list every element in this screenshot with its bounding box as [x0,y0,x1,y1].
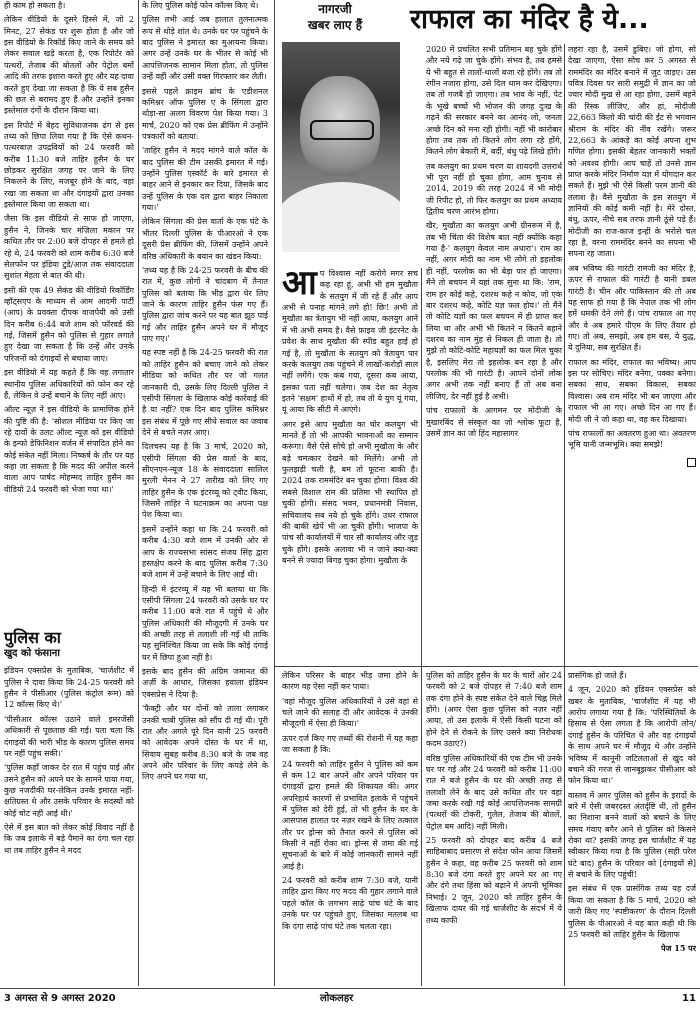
column-5-top [568,44,696,654]
headline: राफाल का मंदिर है ये... [410,4,649,35]
paragraph: के लिए पुलिस कोई फोन कॉल्स किए थे। [142,1,259,10]
paragraph: हिन्दी में इंटरव्यू में यह भी बताया था कि एसीपी सिंगला 24 फरवरी को उसके घर पर करीब 11:00 बजे रात में पहुंचे थे और पुलिस अधिकारी की मौजूदगी में उनके घर की अच्छी तरह से तलाशी ली गई थी ताकि यह सुनिश्चित किया जा सके कि कोई दंगाई घर में छिपा हुआ नहीं है। [142,584,268,662]
paragraph: ऊपर दर्ज किए गए तथ्यों की रोशनी में यह कहा जा सकता है कि: [282,733,418,755]
paragraph: खैर, मुखौता का कलयुग अभी ग्रीनरूम में है, तब भी चिंता की विशेष बात नहीं क्योंकि कहा गया है-' कलयुग केवल नाम अधारा'। राम का नहीं, अगर मोदी का नाम भी लोगे तो इहलोक ही नहीं, परलोक का भी बेड़ा पार हो जाएगा। मैंने तो बचपन में यहां तक सुना था कि: 'राम, राम हर कोई कहे, दशरथ कहे न कोय, जो एक बार दशरथ कहे, कोटि यज्ञ फल होय।' तो मैंने तो कोटि यज्ञों का फल बचपन में ही प्राप्त कर लिया था और अभी भी कितने न कितने बहाने दशरथ का नाम मुंह से निकल ही जाता है। तो मुझे तो कोटि-कोटि महायज्ञों का फल मिल चुका है, इसलिए मेरा तो इहलोक बन रहा है और परलोक की भी गारंटी है। आपने दोनों लोक अगर अभी तक नहीं बनाए हैं तो अब बना लीजिए, देर नहीं हुई है अभी। [426,221,562,401]
column-3-top [282,268,418,663]
paragraph: लेकिन सिंगला की प्रेस वार्ता के एक घंटे के भीतर दिल्ली पुलिस के पीआरओ ने एक दूसरी प्रेस ब्रीफिंग की, जिसमें उन्होंने अपने वरिष्ठ अधिकारी के बयान का खंडन किया: [142,217,268,261]
paragraph: इस वीडियो में यह कहते हैं कि वह लगातार स्थानीय पुलिस अधिकारियों को फोन कर रहे हैं, लेकिन वे उन्हें बचाने के लिए नहीं आए। [4,368,134,400]
footer-rule [0,988,700,989]
column-4-bottom [426,670,562,986]
footer-date: 3 अगस्त से 9 अगस्त 2020 [4,993,116,1004]
paragraph: पुलिस को ताहिर हुसैन के घर के चारों ओर 24 फरवरी को 2 बजे दोपहर से 7:40 बजे शाम तक दंगा होने के स्पष्ट संकेत देने वाले चिह्न मिले होंगे। (अगर ऐसा कुछ पुलिस को नज़र नहीं आया, तो उस इलाके में ऐसी किसी घटना को होने देने से रोकने के लिए उसने क्या निरोधक कदम उठाए?) [426,671,562,749]
paragraph: प्रासंगिक हो जाते हैं। [568,671,627,680]
paragraph: वरिष्ठ पुलिस अधिकारियों की एक टीम भी उनके घर पर गई और 24 फरवरी को करीब 11:00 रात में बजे हुसैन के घर की अच्छी तरह से तलाशी लेने के बाद उसे कथित तौर पर वहां जमा करके रखी गई कोई आपत्तिजनक सामग्री (पत्थरों की टोकरी, गुलेल, तेजाब की बोतलें, पेट्रोल बम आदि) नहीं मिली। [426,753,562,831]
byline-line-2: खबर लाए हैं [307,17,363,32]
paragraph: अगर इसे आप मुखौता का घोर कलयुग भी मानते हैं तो भी आपकी भावनाओं का सम्मान करूंगा। वैसे ऐसे सोचे हो अभी मुखौता के और बड़े चमत्कार देखने को मिलेंगे। अभी तो फुलझड़ी चली है, बम तो फूटना बाकी है। 2024 तक राममंदिर बन चुका होगा। विश्व की सबसे विशाल राम की प्रतिमा भी स्थापित हो चुकी होगी। संसद भवन, प्रधानमंत्री निवास, सचिवालय सब नये हो चुके होंगे। उधर राफाल की बाकी खेपें भी आ चुकी होंगी। भाजपा के पांच सौ कार्यालयों में चार सौ कार्यालय और जुड़ चुके होंगे। इसके अलावा भी न जाने क्या-क्या बनने से ज्यादा बिगड़ चुका होगा। मुखौता के [282,419,418,565]
footer-publication: लोकलहर [320,993,354,1004]
paragraph: 'ताहिर हुसैन ने मदद मांगने वाले कॉल के बाद पुलिस की टीम उसकी इमारत में गई। उन्होंने पुलिस एस्कॉर्ट के बारे इमारत से बाहर आने से इनकार कर दिया, जिसके बाद उन्हें पुलिस के एक दल द्वारा बाहर निकाला गया।' [142,146,268,213]
dropcap: आ [282,268,317,303]
column-rule [274,0,275,986]
column-4-top [426,44,562,664]
byline-line-1: नागरजी [318,2,352,16]
paragraph: ऑल्ट न्यूज़ ने इस वीडियो के प्रामाणिक होने की पुष्टि की है: 'सोशल मीडिया पर किए जा रहे दावों के उलट ऑल्ट न्यूज़ को इस वीडियो के इन्फो डेफिनिशन वर्जन में संपादित होने का कोई संकेत नहीं मिला। निष्कर्ष के तौर पर यह कहा जा सकता है कि मदद की अपील करने वाला आप पार्षद मोहम्मद ताहिर हुसैन का वीडियो 24 फरवरी को भेजा गया था।' [4,405,134,494]
column-3-bottom [282,670,418,986]
paragraph: इसमें उन्होंने कहा था कि 24 फरवरी को करीब 4:30 बजे शाम में उनकी ओर से आप के राज्यसभा सांसद संजय सिंह द्वारा हस्तक्षेप करने के बाद पुलिस करीब 7:30 बजे शाम में उन्हें बचाने के लिए आई थी। [142,524,268,580]
end-box-icon [687,458,696,467]
paragraph: जैसा कि इस वीडियो से साफ हो जाएगा, हुसैन ने, जिनके चार मंज़िला मकान पर कथित तौर पर 2:00 बजे दोपहर से हमले हो रहे थे, 24 फरवरी को शाम करीब 6:30 बजे सेलफोन पर इंडिया टुडे/आज तक संवाददाता सुशांत मेहता से बात की थी। [4,214,134,281]
paragraph: इससे पहले क्राइम ब्रांच के एडीशनल कमिश्नर ऑफ पुलिस ए के सिंगला द्वारा थोड़ा-सा अलग विवरण पेश किया गया। 3 मार्च, 2020 को एक प्रेस ब्रीफिंग में उन्होंने पत्रकारों को बताया: [142,86,268,141]
paragraph: 'वहां मौजूद पुलिस अधिकारियों ने उसे वहां से चले जाने की सलाह दी और आवेदक ने उनकी मौजूदगी में ऐसा ही किया।' [282,696,418,729]
paragraph: लेकिन वीडियो के दूसरे हिस्से में, जो 2 मिनट, 27 सेकंड पर शुरू होता है और जो इस वीडियो के रिकॉर्ड किए जाने के समय को लेकर सवाल खड़े करता है, एक रिपोर्टर को पत्थरों, तेजाब की बोतलों और पेट्रोल बमों आदि की तरफ इशारा करते हुए और यह दावा करते हुए देखा जा सकता है कि ये सब हुसैन की छत से बरामद हुए हैं और उन्होंने इनका इस्तेमाल दंगों के दौरान किया था। [4,15,134,116]
paragraph: राफाल का मंदिर, राफाल का भविष्य। आप इस पर सोचिए। मंदिर बनेगा, पक्का बनेगा। सबका साथ, सबका विकास, सबका विश्वास। अब राम मंदिर भी बन जाएगा और राफाल भी आ गए। अच्छे दिन आ गए हैं। मोदी जी ने जो कहा था, वह कर दिखाया। [568,357,696,424]
paragraph: लहरा रहा है, उसमें डुबिए। जो होगा, सो देखा जाएगा, ऐसा सोच कर 5 अगस्त से राममंदिर का मंदिर बनाने में जुट जाइए। उस पवित्र दिवस पर सारी समुद्री में ज्ञान का जो ज्वार मोदी मुख से आ रहा होगा, उसमें बहने की रिस्क लीजिए, और हां, मोदीजी 22,663 किलो की चांदी की ईंट से भगवान श्रीराम के मंदिर की नींव रखेंगे। जरूर 22,663 के आंकड़े का कोई अपना शुभ गणित होगा। इसकी बेहतर जानकारी भक्तों को अवश्य होगी। आप चाहें तो उनसे ज्ञान प्राप्त करके मंदिर निर्माण यज्ञ में योगदान कर सकते हैं। मुझे भी ऐसे किसी परम ज्ञानी की तलाश है। वैसे मुखौता के इस सतयुग में ज्ञानियों की कोई कमी नहीं है। मेरे दोस्त, बंधु, ऊपर, नीचे सब तरफ ज्ञानी ठूंसे पड़े हैं। मोदीजी का राज-काज इन्हीं के भरोसे चल रहा है, वरना राममंदिर बनने का सपना भी सपना रह जाता। [568,45,696,259]
section-subtitle: खुद को फंसाना [4,648,60,660]
column-rule [138,0,139,986]
paragraph: प विश्वास नहीं करोगे मगर सच कह रहा हूं, अभी भी हम मुखौता के सतयुग में जी रहे हैं और आप अभी से पनाह मांगने लगे हो! छिः! अभी तो मुखौता का त्रेतायुग भी नहीं आया, कलयुग आने में भी अभी समय है। वैसे फ़ाइव जी इंटरनेट के प्रवेश के साथ मुखौता की स्पीड बहुत हाई हो गई है, तो मुखौता के सतयुग को त्रेतायुग पार करके कलयुग तक पहुंचने में लाखों-करोड़ों साल नहीं लगेंगे। एक कब गया, दूसरा कब आया, इसका पता नहीं चलेगा। जब देश का नेतृत्व इतने 'सक्षम' हाथों में हो, तब तो ये युग यूं गया, यूं आया कि सीटी में आएंगे। [282,269,418,415]
column-1-top [4,0,134,620]
columnist-photo [282,42,400,252]
continued-note: पेज 15 पर [661,943,696,954]
column-rule [421,268,422,986]
paragraph: यह स्पष्ट नहीं है कि 24-25 फरवरी की रात को ताहिर हुसैन को बचाए जाने को लेकर मीडिया को कथित तौर पर जो गलत जानकारी दी, उसके लिए दिल्ली पुलिस ने एसीपी सिंगला के खिलाफ कोई कार्रवाई की है या नहीं? एक दिन बाद पुलिस कमिश्नर इस संबंध में पूछे गए सीधे सवाल का जवाब देने से बचते नज़र आए। [142,348,268,437]
paragraph: इंडियन एक्सप्रेस के मुताबिक, 'चार्जशीट में पुलिस ने दावा किया कि 24-25 फरवरी को हुसैन ने पीसीआर (पुलिस कंट्रोल रूम) को 12 कॉल्स किए थे।' [4,666,134,710]
paragraph: वास्तव में अगर पुलिस को हुसैन के इरादों के बारे में ऐसी जबरदस्त अंतर्दृष्टि थी, तो हुसैन का निशाना बनने वालों को बचाने के लिए समय गंवाए बगैर आने से पुलिस को किसने रोका था? इसकी जगह इस चार्जशीट में यह स्वीकार किया गया है कि पुलिस (सही परेल घंटे बाद) हुसैन के परिवार को [दंगाइयों से] से बचाने के लिए पहुंची! [568,790,696,880]
paragraph: पांच राफालों का अवतरण हुआ था। अवतरण भूमि यानी जन्मभूमि। क्या समझे! [568,428,696,450]
paragraph: इस रिपोर्ट में बेहद सुविधाजनक ढंग से इस तथ्य को छिपा लिया गया है कि ऐसे कथन-पत्थरबाज़ उपद्रवियों को 24 फरवरी को करीब 11:30 बजे ताहिर हुसैन के घर छोड़कर सुरक्षित जगह पर जाने के लिए निकलने के लिए, मजबूर होने के बाद, वहां रखा जा सकता था और दंगाइयों द्वारा उनका इस्तेमाल किया जा सकता था। [4,120,134,210]
divider [274,666,698,667]
paragraph: 'पीसीआर कॉल्स उठाने वाले इमरजेंसी अधिकारी से पूछताछ की गई। पता चला कि दंगाइयों की भारी भीड़ के कारण पुलिस समय पर नहीं पहुंच सकी।' [4,714,134,758]
paragraph: इसके बाद हुसैन की अग्रिम जमानत की अर्ज़ी के आधार, जिसका हवाला इंडियन एक्सप्रेस ने दिया है: [142,667,268,699]
footer-page-number: 11 [682,993,696,1004]
column-1-bottom [4,628,134,986]
paragraph: 24 फरवरी को ताहिर हुसैन ने पुलिस को कम से कम 12 बार अपने और अपने परिवार पर दंगाइयों द्वारा हमले की शिकायत की। अगर अपरिहार्य कारणों से प्रभावित इलाके में पहुंचने में पुलिस को देरी हुई, तो भी हुसैन के घर के आसपास हालात पर नज़र रखने के लिए तत्काल तौर पर ड्रोन्स को तैनात करने से पुलिस को किसी ने नहीं रोका था। ड्रोन्स से जमा की गई सूचनाओं के बारे में कोई जानकारी सामने नहीं आई है। [282,759,418,871]
paragraph: 25 फरवरी को दोपहर बाद करीब 4 बजे साहिबाबाद प्रसारण से संदेश फोन आया जिसमें हुसैन ने कहा, वह करीब 25 फरवरी को शाम 8:30 बजे दंगा करते हुए अपने घर आ गए और दंगे तथा हिंसा को बढ़ाने में अपनी भूमिका निभाई। 2 जून, 2020 को ताहिर हुसैन के खिलाफ दायर की गई चार्जशीट के संदर्भ में ये तथ्य काफी [426,836,562,925]
paragraph: लेकिन परिसर के बाहर भीड़ जमा होने के कारण वह ऐसा नहीं कर पाया। [282,671,418,692]
paragraph: पुलिस तभी आई जब हालात तुलनात्मक रूप से थोड़े शांत थे। उनके घर पर पहुंचने के बाद पुलिस ने इमारत का मुआयना किया। अगर उन्हें उनके घर के भीतर से कोई भी आपत्तिजनक सामान मिला होता, तो पुलिस उन्हें वहीं और उसी वक्त गिरफ्तार कर लेती। [142,15,268,82]
paragraph: दिलचस्प यह है कि 3 मार्च, 2020 को, एसीपी सिंगला की प्रेस वार्ता के बाद, सीएनएन-न्यूज 18 के संवाददाता सालिल मुरली मेनन ने 27 तारीख को लिए गए ताहिर हुसैन के एक इंटरव्यू को ट्वीट किया, जिसमें ताहिर ने घटनाक्रम का अपना पक्ष पेश किया था। [142,442,268,520]
paragraph: 'तथ्य यह है कि 24-25 फरवरी के बीच की रात में, कुछ लोगों ने चांदबाग में तैनात पुलिस को बताया कि भीड़ द्वारा घेर लिए जाने के कारण ताहिर हुसैन फंस गए हैं। पुलिस द्वारा जांच करने पर यह बात झूठ पाई गई और ताहिर हुसैन अपने घर में मौजूद पाए गए।' [142,265,268,344]
byline [280,2,390,33]
paragraph: 'फैक्ट्री और घर दोनों को ताला लगाकर उनकी चाबी पुलिस को सौंप दी गई थी। पूरी रात और अगले पूरे दिन यानी 25 फरवरी को आवेदक अपने दोस्त के घर में था, सिवाय सुबह करीब 8:30 बजे के जब वह अपने और परिवार के लिए कपड़े लेने के लिए अपने घर गया था, [142,704,268,782]
paragraph: तब कलयुग का प्रथम चरण या शायदगी उत्तरार्ध भी पूरा नहीं हो चुका होगा, आम चुनाव से 2014, 2019 की तरह 2024 में भी मोदी जी रिपीट हो, तो फिर कलयुग का प्रथम अध्याय द्वितीय चरण आरंभ होगा। [426,161,562,217]
paragraph: 4 जून, 2020 को इंडियन एक्सप्रेस को खबर के मुताबिक, 'चार्जशीट में यह भी आरोप लगाया गया है कि: 'परिस्थितियों के हिसाब से ऐसा लगता है कि आरोपी लोन/दंगाई हुसैन के परिचित थे और वह दंगाइयों के साथ अपने घर में मौजूद थे और उन्होंने भविष्य में कानूनी जटिलताओं से खुद को बचाने की गरज से जानबूझकर पीसीआर को फोन किया था।' [568,685,696,786]
paragraph: इस संबंध में एक प्रासंगिक तथ्य यह दर्ज किया जा सकता है कि 5 मार्च, 2020 को जारी किए गए 'स्पष्टीकरण' के दौरान दिल्ली पुलिस के पीआरओ ने यह बात कही थी कि 25 फरवरी को ताहिर हुसैन के खिलाफ [568,884,696,939]
column-rule [564,44,565,986]
paragraph: इसी की एक 49 सेकंड की वीडियो रिकॉर्डिंग व्हॉट्सएप के माध्यम से आम आदमी पार्टी (आप) के प्रवक्ता दीपक वाजपेयी को उसी दिन करीब 6:44 बजे शाम को फॉरवर्ड की गई, जिसमें हुसैन को पुलिस से गुहार लगाते हुए देखा जा सकता है कि उन्हें और उनके परिजनों को दंगाइयों से बचाया जाए। [4,285,134,363]
column-5-bottom [568,670,696,986]
paragraph: ऐसे में इस बात को लेकर कोई विवाद नहीं है कि जब इलाके में बड़े पैमाने का दंगा चल रहा था तब ताहिर हुसैन ने मदद [4,823,134,855]
paragraph: 24 फरवरी को करीब शाम 7:30 बजे, यानी ताहिर द्वारा किए गए मदद की गुहार लगाने वाले पहले कॉल के लगभग साढ़े पांच घंटे के बाद उनके घर पर पहुंचते हुए, जिसका मतलब था कि दंगा साढ़े पांच घंटे तक चलता रहा। [282,876,418,931]
section-title: पुलिस का [4,628,61,647]
paragraph: पांच राफालों के आगमन पर मोदीजी के मुखारबिंद से संस्कृत का जो श्लोक फूटा है, उसमें ज्ञान का जो हिंद महासागर [426,406,562,438]
column-2 [142,0,268,986]
paragraph: 'पुलिस कहाँ जाकर देर रात में पहुंच पाई और उसने हुसैन को अपने घर के सामने पाया गया, कुछ नजदीकी घर-लेकिन उनके इमारत नहीं- क्षतिग्रस्त थे और उसके परिवार के सदस्यों को कोई चोट नहीं आई थी।' [4,763,134,818]
paragraph: अब भविष्य की गारंटी रामजी का मंदिर है, ऊपर से राफाल की गारंटी है यानी डबल गारंटी है। चीन और पाकिस्तान की तो अब यह साफ हो गया है कि नेपाल तक भी लोग हमें धमकी देने लगे हैं। पांच राफाल आ गए और वे अब हमारे पीएम के लिए तैयार हो गए। तो अब, समझो, अब हम बस, ये युद्ध, ये दुनिया, सब सुरक्षित हैं। [568,263,696,353]
paragraph: 2020 में प्रचलित सभी प्रतिमान बह चुके होंगे और नये गढ़े जा चुके होंगे। संभव है, तब हमसे ये भी बहुत से तालों-थालों बजा रहे होंगे। तब तो रंगीन नजारा होगा, उसे दिल थाम कर देखिएगा। तब तो गजबै हो जाएगा। तब भाव के नहीं, पेट के भूखे बच्चों भी भोजन की जगह दुःख के गढ़ने की सरकार बनने का आनंद लो, जनता अच्छे दिन को मना रही होगी। नहीं भी कारोबार होगा तब तक तो कितने लोग लगा रहे होंगे, कितने लोग बेकारी में, बर्दी, बंधु पढ़े लिखे होंगे। [426,45,562,157]
paragraph: ही काम हो सकता है। [4,1,66,10]
